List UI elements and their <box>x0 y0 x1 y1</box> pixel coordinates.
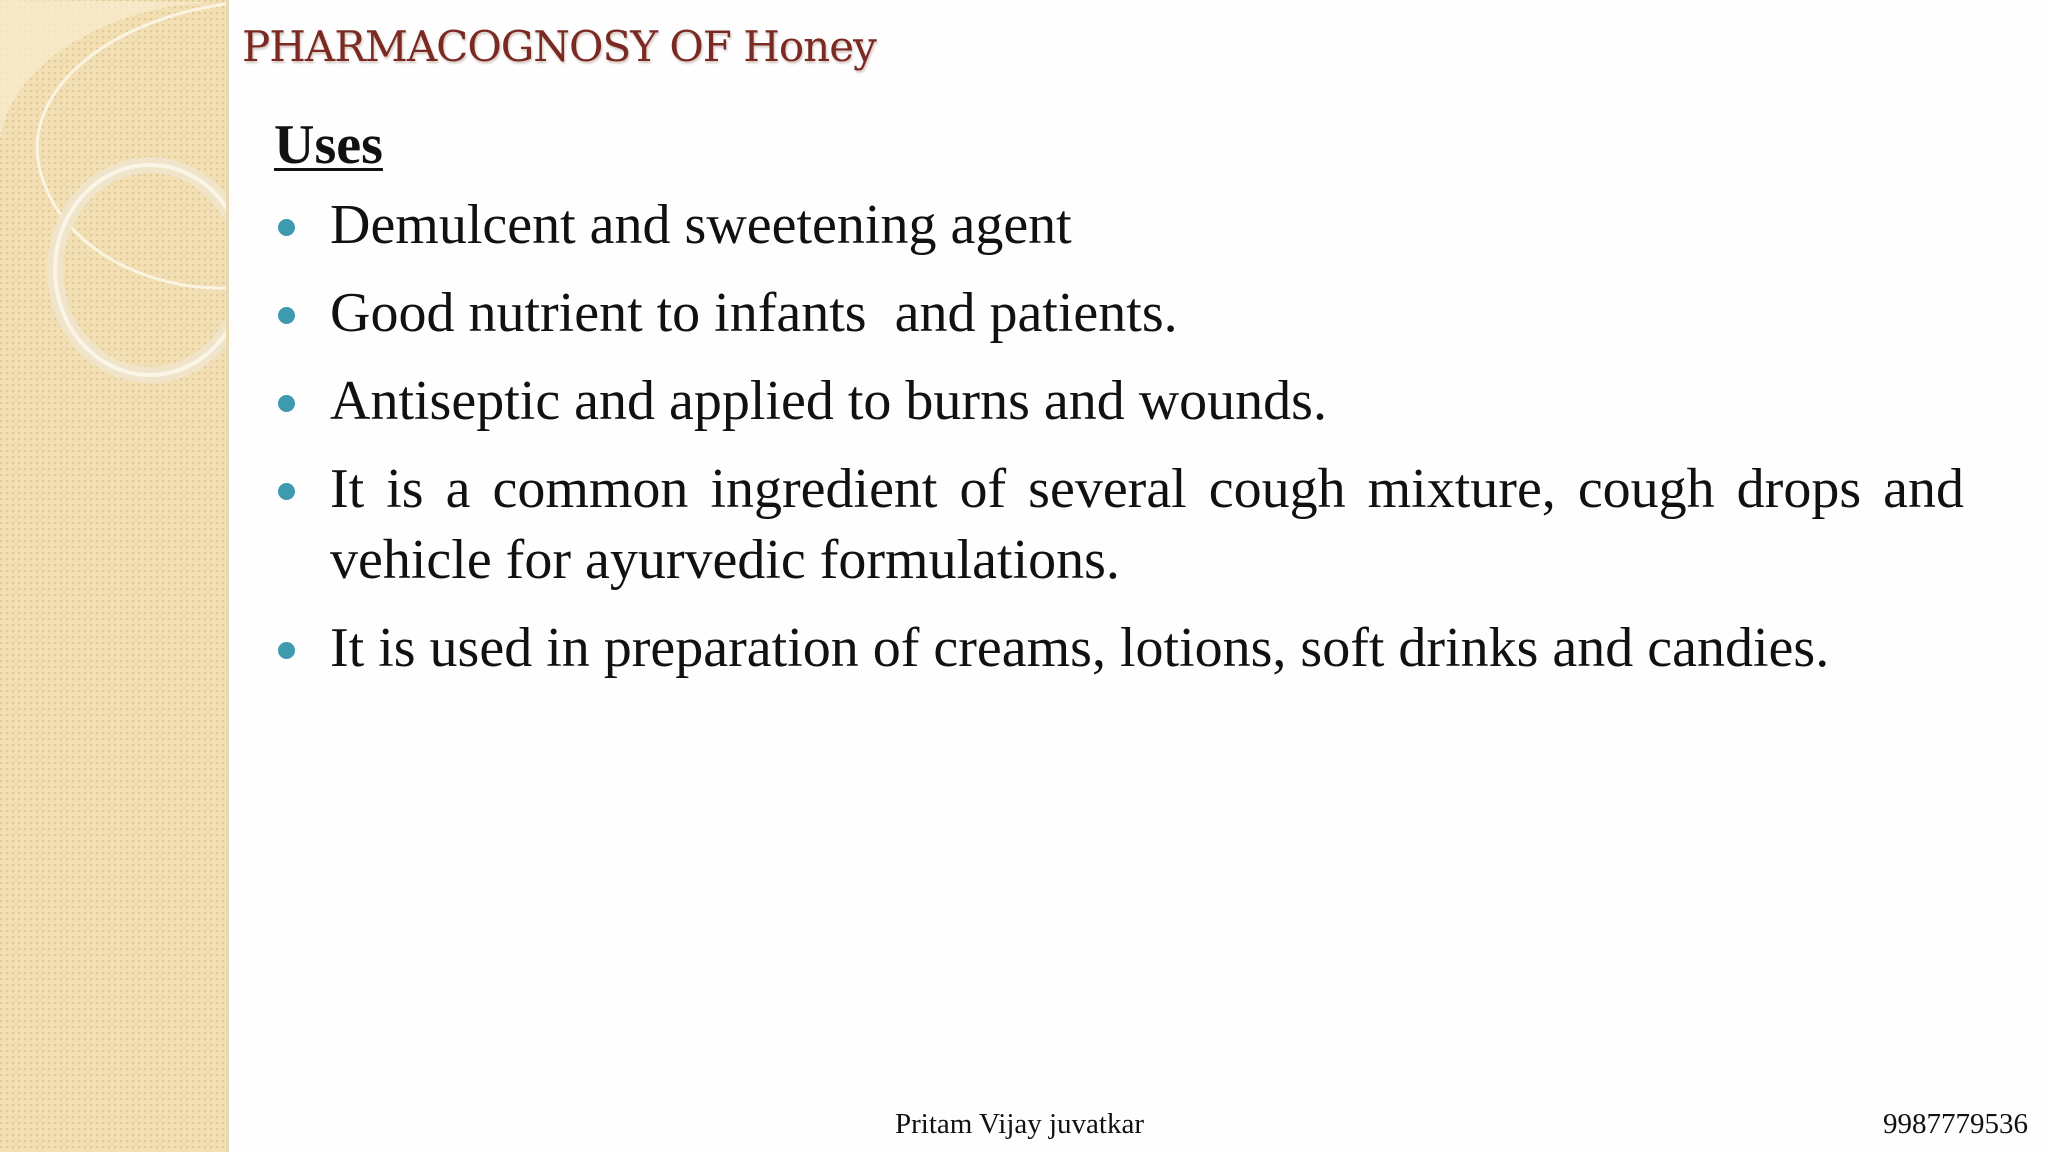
list-item <box>274 454 1964 596</box>
slide-content <box>274 112 1964 701</box>
bullet-dot-icon <box>278 307 295 324</box>
footer-author: Pritam Vijay juvatkar <box>895 1108 1145 1140</box>
list-item-text: It is used in preparation of creams, lotions, soft drinks and candies. <box>330 617 1830 679</box>
bullet-dot-icon <box>278 642 295 659</box>
footer-phone-number: 9987779536 <box>1883 1108 2028 1140</box>
bullet-dot-icon <box>278 483 295 500</box>
list-item <box>274 190 1964 261</box>
bullet-dot-icon <box>278 219 295 236</box>
list-item <box>274 366 1964 437</box>
list-item-text: Antiseptic and applied to burns and wounds. <box>330 370 1327 432</box>
list-item-text: It is a common ingredient of several cough mixture, cough drops and vehicle for ayurvedic formulations. <box>330 458 1964 591</box>
slide-title: PHARMACOGNOSY OF Honey <box>242 22 876 71</box>
list-item-text: Good nutrient to infants and patients. <box>330 282 1178 344</box>
decorative-swirl-graphic <box>0 0 226 1152</box>
section-heading: Uses <box>274 114 383 176</box>
list-item-text: Demulcent and sweetening agent <box>330 194 1072 256</box>
bullet-dot-icon <box>278 395 295 412</box>
decorative-side-panel <box>0 0 229 1152</box>
uses-list <box>274 190 1964 684</box>
list-item <box>274 613 1964 684</box>
list-item <box>274 278 1964 349</box>
